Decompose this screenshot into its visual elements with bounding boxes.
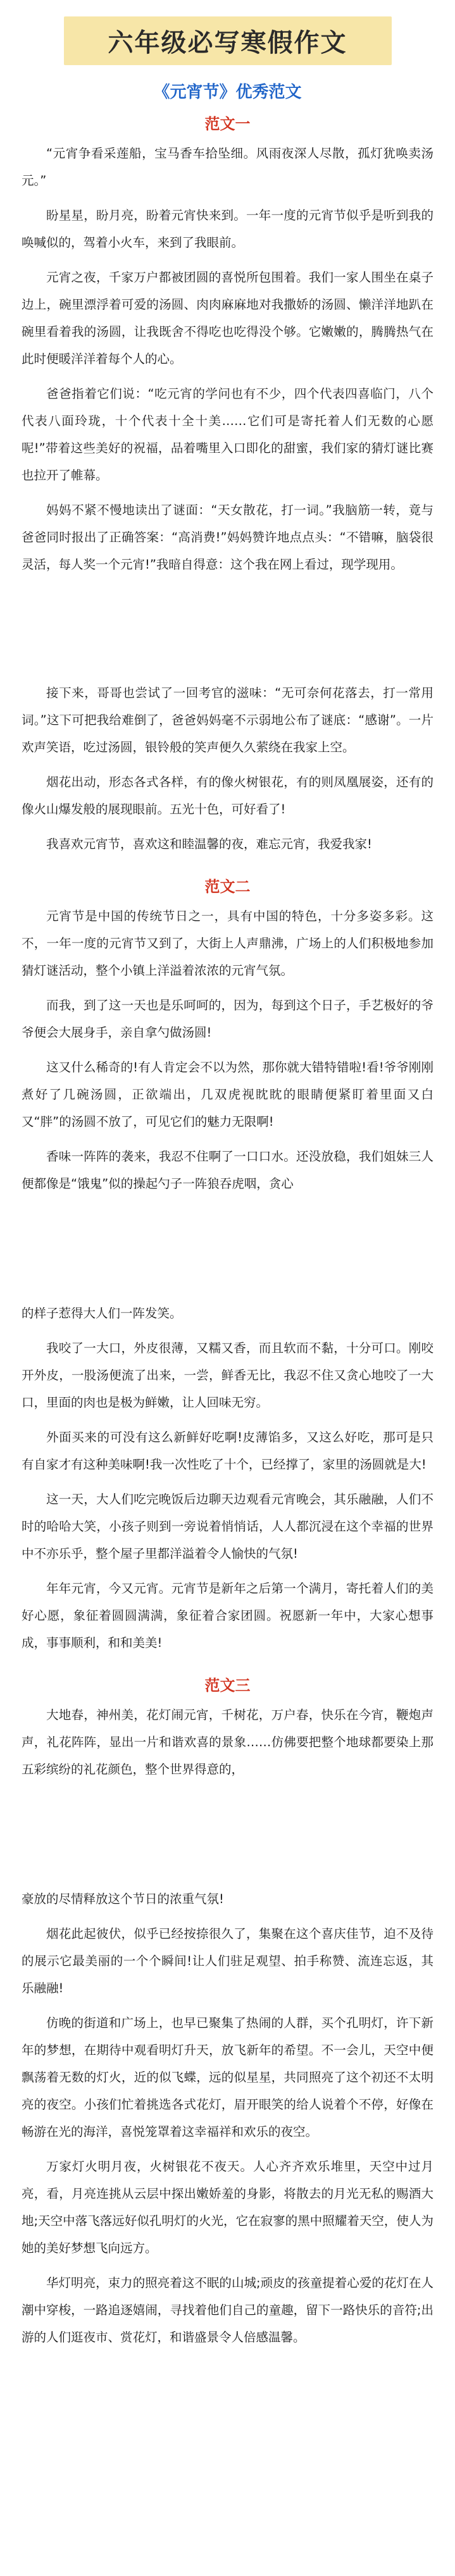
page-subtitle: 《元宵节》优秀范文 — [153, 83, 302, 102]
paragraph: 妈妈不紧不慢地读出了谜面：“天女散花，打一词。”我脑筋一转，竟与爸爸同时报出了正确答案：“高消费!”妈妈赞许地点点头：“不错嘛，脑袋很灵活，每人奖一个元宵!”我暗自得意：这个我在网上看过，现学现用。 — [22, 503, 433, 572]
paragraph: 香味一阵阵的袭来，我忍不住啊了一口口水。还没放稳，我们姐妹三人便都像是“饿鬼”似的操起勺子一阵狼吞虎咽，贪心 — [22, 1149, 433, 1191]
paragraph: 而我，到了这一天也是乐呵呵的，因为，每到这个日子，手艺极好的爷爷便会大展身手，亲自拿勺做汤圆! — [22, 998, 433, 1040]
paragraph: 这一天，大人们吃完晚饭后边聊天边观看元宵晚会，其乐融融，人们不时的哈哈大笑，小孩子则到一旁说着悄悄话，人人都沉浸在这个幸福的世界中不亦乐乎，整个屋子里都洋溢着令人愉快的气氛! — [22, 1492, 433, 1561]
essay-heading-3: 范文三 — [204, 1677, 251, 1694]
essay-heading-2: 范文二 — [204, 878, 251, 896]
paragraph: 盼星星，盼月亮，盼着元宵快来到。一年一度的元宵节似乎是听到我的唤喊似的，驾着小火车，来到了我眼前。 — [22, 208, 433, 250]
paragraph: “元宵争看采莲船，宝马香车拾坠细。风雨夜深人尽散，孤灯犹唤卖汤元。” — [22, 146, 433, 188]
page-break-gap — [22, 1205, 433, 1300]
page-break-gap — [22, 586, 433, 679]
paragraph: 外面买来的可没有这么新鲜好吃啊!皮薄馅多，又这么好吃，那可是只有自家才有这种美味啊!我一次性吃了十个，已经撑了，家里的汤圆就是大! — [22, 1430, 433, 1472]
paragraph: 烟花出动，形态各式各样，有的像火树银花，有的则凤凰展姿，还有的像火山爆发般的展现眼前。五光十色，可好看了! — [22, 775, 433, 817]
paragraph: 豪放的尽情释放这个节日的浓重气氛! — [22, 1892, 224, 1906]
page-break-gap — [22, 1790, 433, 1885]
paragraph: 万家灯火明月夜，火树银花不夜天。人心齐齐欢乐堆里，天空中过月亮，看，月亮连挑从云层中探出嫩娇羞的身影，将散去的月光无私的赐酒大地;天空中落飞落远好似孔明灯的火光，它在寂寥的黑中照耀着天空，使人为她的美好梦想飞向远方。 — [22, 2159, 433, 2255]
essay-heading-1: 范文一 — [204, 115, 251, 133]
paragraph: 这又什么稀奇的!有人肯定会不以为然，那你就大错特错啦!看!爷爷刚刚煮好了几碗汤圆，正欲端出，几双虎视眈眈的眼睛便紧盯着里面又白又“胖”的汤圆不放了，可见它们的魅力无限啊! — [22, 1060, 433, 1129]
paragraph: 烟花此起彼伏，似乎已经按捺很久了，集聚在这个喜庆佳节，迫不及待的展示它最美丽的一个个瞬间!让人们驻足观望、拍手称赞、流连忘返，其乐融融! — [22, 1926, 433, 1995]
paragraph: 华灯明亮，束力的照亮着这不眠的山城;顽皮的孩童提着心爱的花灯在人潮中穿梭，一路追逐嬉闹，寻找着他们自己的童趣，留下一路快乐的音符;出游的人们逛夜市、赏花灯，和谐盛景令人倍感温馨。 — [22, 2276, 433, 2345]
paragraph: 元宵节是中国的传统节日之一，具有中国的特色，十分多姿多彩。这不，一年一度的元宵节又到了，大街上人声鼎沸，广场上的人们积极地参加猜灯谜活动，整个小镇上洋溢着浓浓的元宵气氛。 — [22, 909, 433, 978]
paragraph: 爸爸指着它们说：“吃元宵的学问也有不少，四个代表四喜临门，八个代表八面玲珑，十个代表十全十美……它们可是寄托着人们无数的心愿呢!”带着这些美好的祝福，品着嘴里入口即化的甜蜜，我们家的猜灯谜比赛也拉开了帷幕。 — [22, 386, 433, 483]
paragraph: 的样子惹得大人们一阵发笑。 — [22, 1306, 182, 1321]
title-banner — [22, 0, 433, 65]
paragraph: 我咬了一大口，外皮很薄，又糯又香，而且软而不黏，十分可口。刚咬开外皮，一股汤便流了出来，一尝，鲜香无比，我忍不住又贪心地咬了一大口，里面的肉也是极为鲜嫩，让人回味无穷。 — [22, 1341, 433, 1410]
paragraph: 接下来，哥哥也尝试了一回考官的滋味：“无可奈何花落去，打一常用词。”这下可把我给难倒了，爸爸妈妈毫不示弱地公布了谜底：“感谢”。一片欢声笑语，吃过汤圆，银铃般的笑声便久久萦绕在我家上空。 — [22, 686, 433, 755]
paragraph: 仿晚的街道和广场上，也早已聚集了热闹的人群，买个孔明灯，许下新年的梦想，在期待中观看明灯升天，放飞新年的希望。不一会儿，天空中便飘荡着无数的灯火，近的似飞蝶，远的似星星，共同照亮了这个初还不太明亮的夜空。小孩们忙着挑选各式花灯，眉开眼笑的给人说着个不停，好像在畅游在光的海洋，喜悦笼罩着这幸福祥和欢乐的夜空。 — [22, 2016, 433, 2139]
page-title: 六年级必写寒假作文 — [64, 16, 392, 65]
paragraph: 我喜欢元宵节，喜欢这和睦温馨的夜，难忘元宵，我爱我家! — [46, 837, 372, 851]
paragraph: 年年元宵，今又元宵。元宵节是新年之后第一个满月，寄托着人们的美好心愿，象征着圆圆满满，象征着合家团圆。祝愿新一年中，大家心想事成，事事顺利，和和美美! — [22, 1581, 433, 1650]
paragraph: 元宵之夜，千家万户都被团圆的喜悦所包围着。我们一家人围坐在桌子边上，碗里漂浮着可爱的汤圆、肉肉麻麻地对我撒娇的汤圆、懒洋洋地趴在碗里看着我的汤圆，让我既舍不得吃也吃得没个够。它嫩嫩的，腾腾热气在此时便暖洋洋着每个人的心。 — [22, 270, 433, 366]
paragraph: 大地春，神州美，花灯闹元宵，千树花，万户春，快乐在今宵，鞭炮声声，礼花阵阵，显出一片和谐欢喜的景象……仿佛要把整个地球都要染上那五彩缤纷的礼花颜色，整个世界得意的， — [22, 1708, 433, 1777]
